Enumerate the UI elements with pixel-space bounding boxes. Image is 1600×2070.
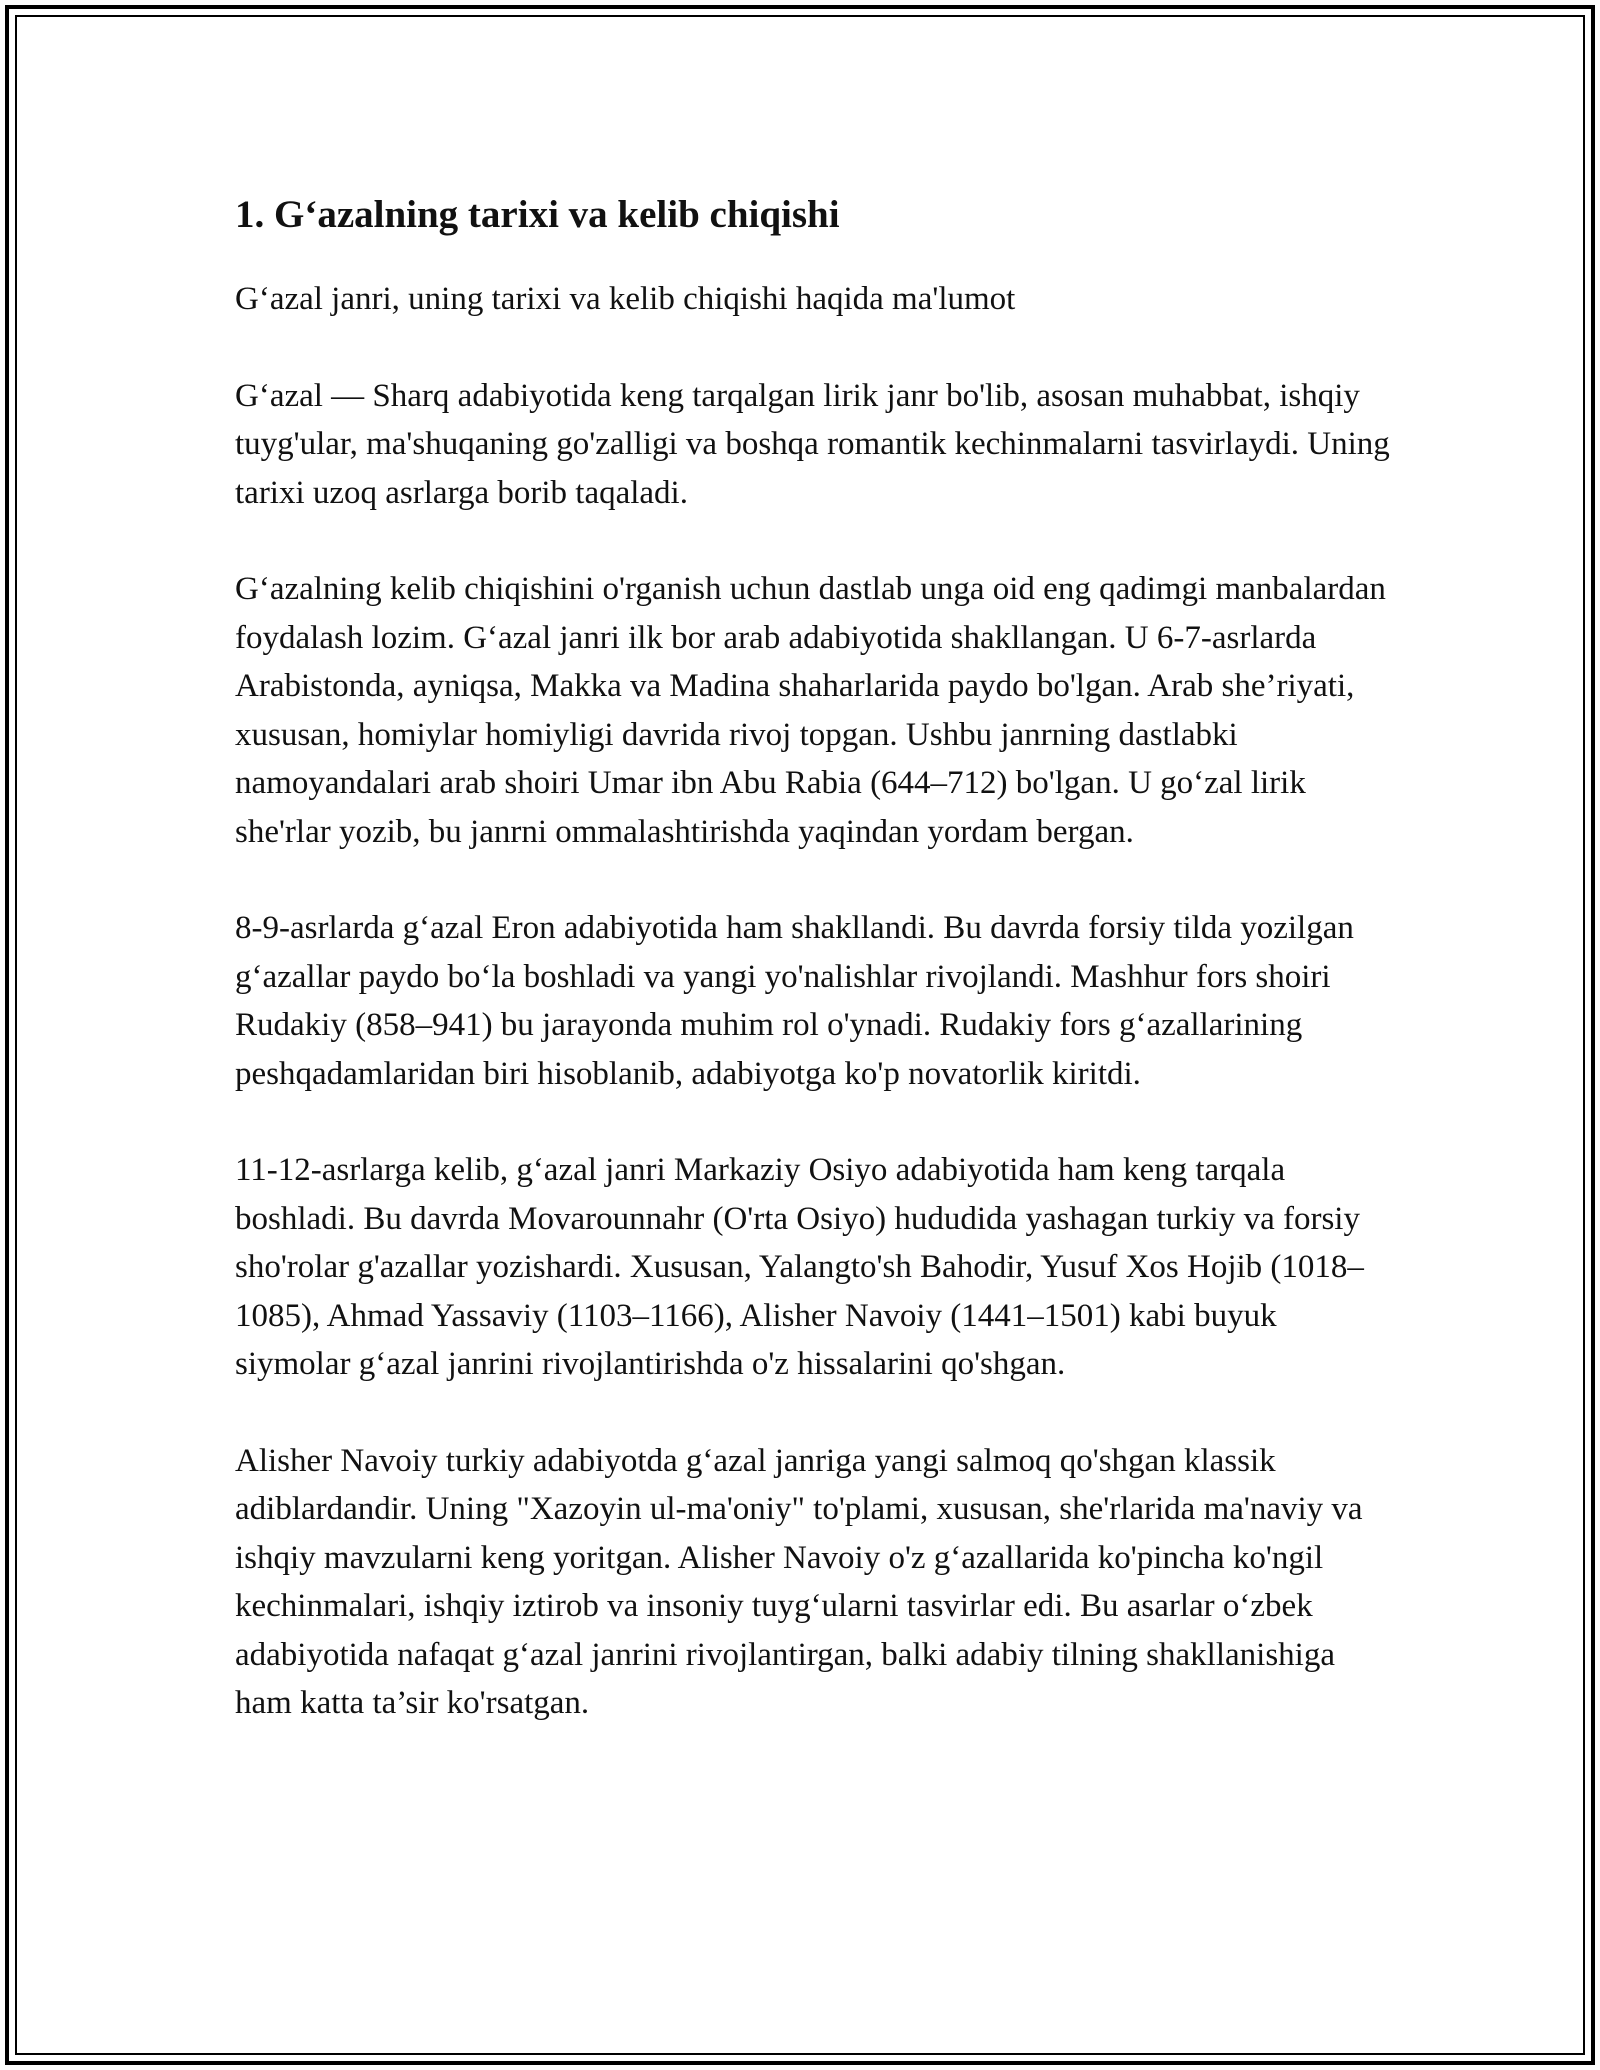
document-subtitle: G‘azal janri, uning tarixi va kelib chiqishi haqida ma'lumot	[235, 281, 1016, 317]
document-title: 1. G‘azalning tarixi va kelib chiqishi	[235, 193, 840, 236]
paragraph-4: 11-12-asrlarga kelib, g‘azal janri Markaziy Osiyo adabiyotida ham keng tarqala boshladi. Bu davrda Movarounnahr (O'rta Osiyo) hududida yashagan turkiy va forsiy sho'rolar g'azallar yozishardi. Xususan, Yalangto'sh Bahodir, Yusuf Xos Hojib (1018–1085), Ahmad Yassaviy (1103–1166), Alisher Navoiy (1441–1501) kabi buyuk siymolar g‘azal janrini rivojlantirishda o'z hissalarini qo'shgan.	[235, 1152, 1364, 1382]
paragraph-5: Alisher Navoiy turkiy adabiyotda g‘azal janriga yangi salmoq qo'shgan klassik adiblardandir. Uning "Xazoyin ul-ma'oniy" to'plami, xususan, she'rlarida ma'naviy va ishqiy mavzularni keng yoritgan. Alisher Navoiy o'z g‘azallarida ko'pincha ko'ngil kechinmalari, ishqiy iztirob va insoniy tuyg‘ularni tasvirlar edi. Bu asarlar o‘zbek adabiyotida nafaqat g‘azal janrini rivojlantirgan, balki adabiy tilning shakllanishiga ham katta ta’sir ko'rsatgan.	[235, 1442, 1363, 1721]
paragraph-3: 8-9-asrlarda g‘azal Eron adabiyotida ham shakllandi. Bu davrda forsiy tilda yozilgan g‘azallar paydo bo‘la boshladi va yangi yo'nalishlar rivojlandi. Mashhur fors shoiri Rudakiy (858–941) bu jarayonda muhim rol o'ynadi. Rudakiy fors g‘azallarining peshqadamlaridan biri hisoblanib, adabiyotga ko'p novatorlik kiritdi.	[235, 910, 1354, 1092]
paragraph-2: G‘azalning kelib chiqishini o'rganish uchun dastlab unga oid eng qadimgi manbalardan foydalash lozim. G‘azal janri ilk bor arab adabiyotida shakllangan. U 6-7-asrlarda Arabistonda, ayniqsa, Makka va Madina shaharlarida paydo bo'lgan. Arab she’riyati, xususan, homiylar homiyligi davrida rivoj topgan. Ushbu janrning dastlabki namoyandalari arab shoiri Umar ibn Abu Rabia (644–712) bo'lgan. U go‘zal lirik she'rlar yozib, bu janrni ommalashtirishda yaqindan yordam bergan.	[235, 571, 1386, 850]
paragraph-1: G‘azal — Sharq adabiyotida keng tarqalgan lirik janr bo'lib, asosan muhabbat, ishqiy tuyg'ular, ma'shuqaning go'zalligi va boshqa romantik kechinmalarni tasvirlaydi. Uning tarixi uzoq asrlarga borib taqaladi.	[235, 377, 1390, 511]
document-body	[235, 185, 1395, 1776]
